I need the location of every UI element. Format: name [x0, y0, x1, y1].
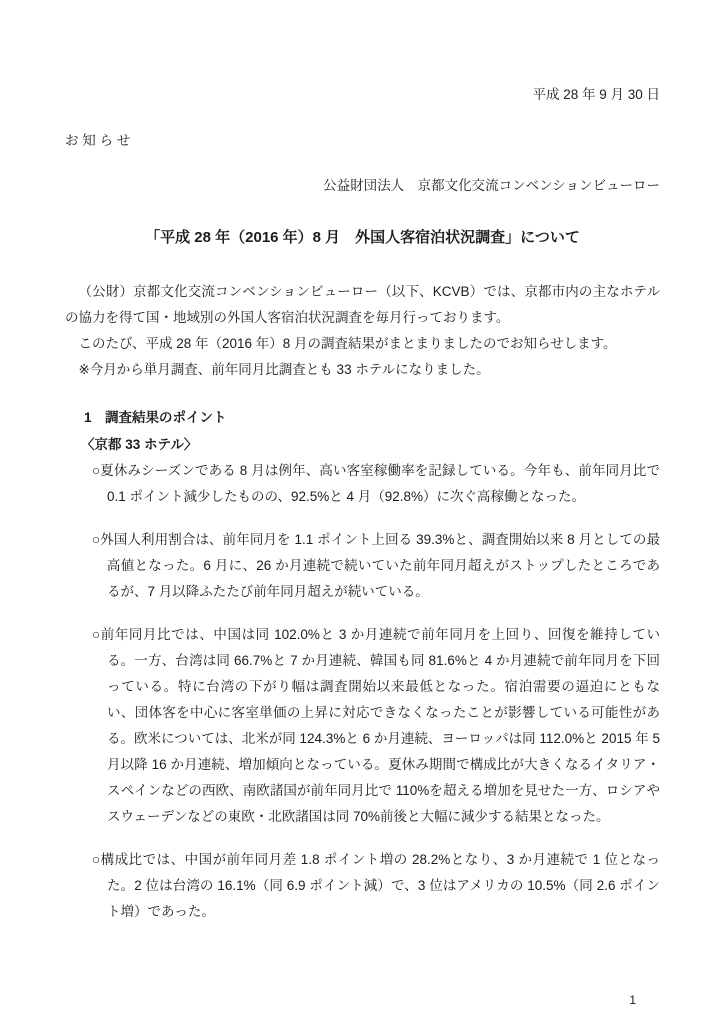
- section-heading-survey-points: 1 調査結果のポイント: [84, 410, 227, 425]
- bullet-point-year-on-year-comparison: ○前年同月比では、中国は同 102.0%と 3 か月連続で前年同月を上回り、回復を維持している。一方、台湾は同 66.7%と 7 か月連続、韓国も同 81.6%と 4 か月連続で前年同月を下回っている。特に台湾の下がり幅は調査開始以来最低となった。宿泊需要の逼迫にともない、団体客を中心に客室単価の上昇に対応できなくなったことが影響している可能性がある。欧米については、北米が同 124.3%と 6 か月連続、ヨーロッパは同 112.0%と 2015 年 5 月以降 16 か月連続、増加傾向となっている。夏休み期間で構成比が大きくなるイタリア・スペインなどの西欧、南欧諸国が前年同月比で 110%を超える増加を見せた一方、ロシアやスウェーデンなどの東欧・北欧諸国は同 70%前後と大幅に減少する結果となった。: [92, 627, 660, 824]
- bullet-point-foreign-guest-ratio: ○外国人利用割合は、前年同月を 1.1 ポイント上回る 39.3%と、調査開始以来 8 月としての最高値となった。6 月に、26 か月連続で続いていた前年同月超えがストップしたところであるが、7 月以降ふたたび前年同月超えが続いている。: [92, 532, 660, 599]
- intro-section: [65, 279, 660, 383]
- intro-paragraph-3: ※今月から単月調査、前年同月比調査とも 33 ホテルになりました。: [78, 362, 490, 377]
- intro-paragraph-2: このたび、平成 28 年（2016 年）8 月の調査結果がまとまりましたのでお知らせします。: [78, 336, 617, 351]
- document-title: 「平成 28 年（2016 年）8 月 外国人客宿泊状況調査」について: [145, 229, 580, 246]
- bullet-point-composition-ratio: ○構成比では、中国が前年同月差 1.8 ポイント増の 28.2%となり、3 か月連続で 1 位となった。2 位は台湾の 16.1%（同 6.9 ポイント減）で、3 位はアメリカの 10.5%（同 2.6 ポイント増）であった。: [92, 852, 660, 919]
- section-subheading-kyoto-hotels: 〈京都 33 ホテル〉: [81, 437, 198, 452]
- organization-name: 公益財団法人 京都文化交流コンベンションビューロー: [323, 178, 660, 193]
- document-date: 平成 28 年 9 月 30 日: [532, 87, 660, 102]
- intro-paragraph-1: （公財）京都文化交流コンベンションビューロー（以下、KCVB）では、京都市内の主なホテルの協力を得て国・地域別の外国人客宿泊状況調査を毎月行っております。: [65, 284, 660, 325]
- notice-label: お 知 ら せ: [65, 133, 131, 148]
- bullet-point-occupancy-rate: ○夏休みシーズンである 8 月は例年、高い客室稼働率を記録している。今年も、前年同月比で 0.1 ポイント減少したものの、92.5%と 4 月（92.8%）に次ぐ高稼働となった。: [92, 463, 660, 504]
- page-number: 1: [629, 993, 636, 1007]
- bullet-list: [65, 458, 660, 925]
